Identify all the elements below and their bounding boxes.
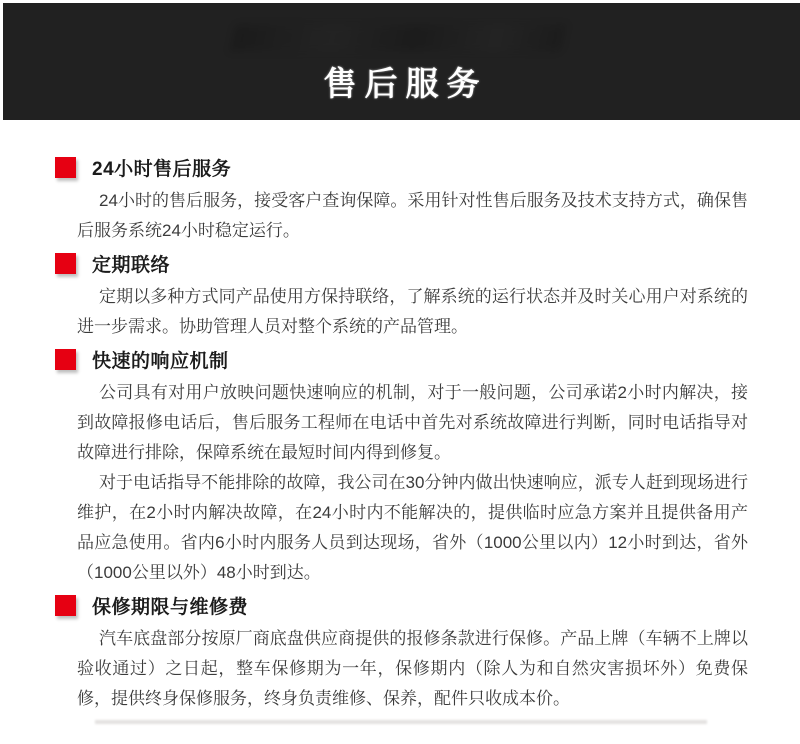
section-paragraph: 公司具有对用户放映问题快速响应的机制，对于一般问题，公司承诺2小时内解决，接到故障报修电话后，售后服务工程师在电话中首先对系统故障进行判断，同时电话指导对故障进行排除，保障系统在最短时间内得到修复。 — [77, 383, 748, 462]
content-area — [0, 120, 800, 714]
section-heading: 快速的响应机制 — [92, 350, 229, 372]
section-rapid-response — [55, 346, 748, 588]
section-heading-row — [55, 250, 748, 276]
section-heading-row — [55, 346, 748, 372]
section-regular-contact — [55, 250, 748, 342]
section-heading-row — [55, 154, 748, 180]
section-paragraph: 对于电话指导不能排除的故障，我公司在30分钟内做出快速响应，派专人赶到现场进行维护，在2小时内解决故障，在24小时内不能解决的，提供临时应急方案并且提供备用产品应急使用。省内6小时内服务人员到达现场，省外（1000公里以内）12小时到达，省外（1000公里以外）48小时到达。 — [77, 473, 748, 582]
page-title: 售后服务 — [323, 65, 488, 102]
section-paragraph: 汽车底盘部分按原厂商底盘供应商提供的报修条款进行保修。产品上牌（车辆不上牌以验收通过）之日起，整车保修期为一年，保修期内（除人为和自然灾害损坏外）免费保修，提供终身保修服务，终身负责维修、保养，配件只收成本价。 — [77, 629, 748, 708]
red-square-bullet-icon — [55, 595, 76, 616]
section-paragraph: 定期以多种方式同产品使用方保持联络，了解系统的运行状态并及时关心用户对系统的进一步需求。协助管理人员对整个系统的产品管理。 — [77, 287, 748, 336]
red-square-bullet-icon — [55, 157, 76, 178]
section-paragraph: 24小时的售后服务，接受客户查询保障。采用针对性售后服务及技术支持方式，确保售后服务系统24小时稳定运行。 — [77, 191, 748, 240]
red-square-bullet-icon — [55, 349, 76, 370]
red-square-bullet-icon — [55, 253, 76, 274]
section-24h-service — [55, 154, 748, 246]
section-heading: 24小时售后服务 — [92, 158, 232, 180]
section-heading-row — [55, 592, 748, 618]
section-heading: 定期联络 — [92, 254, 171, 276]
section-warranty — [55, 592, 748, 714]
faint-watermark — [230, 25, 566, 51]
cropped-bottom-strip — [95, 720, 707, 724]
page-header-banner — [3, 3, 800, 120]
section-heading: 保修期限与维修费 — [92, 596, 249, 618]
